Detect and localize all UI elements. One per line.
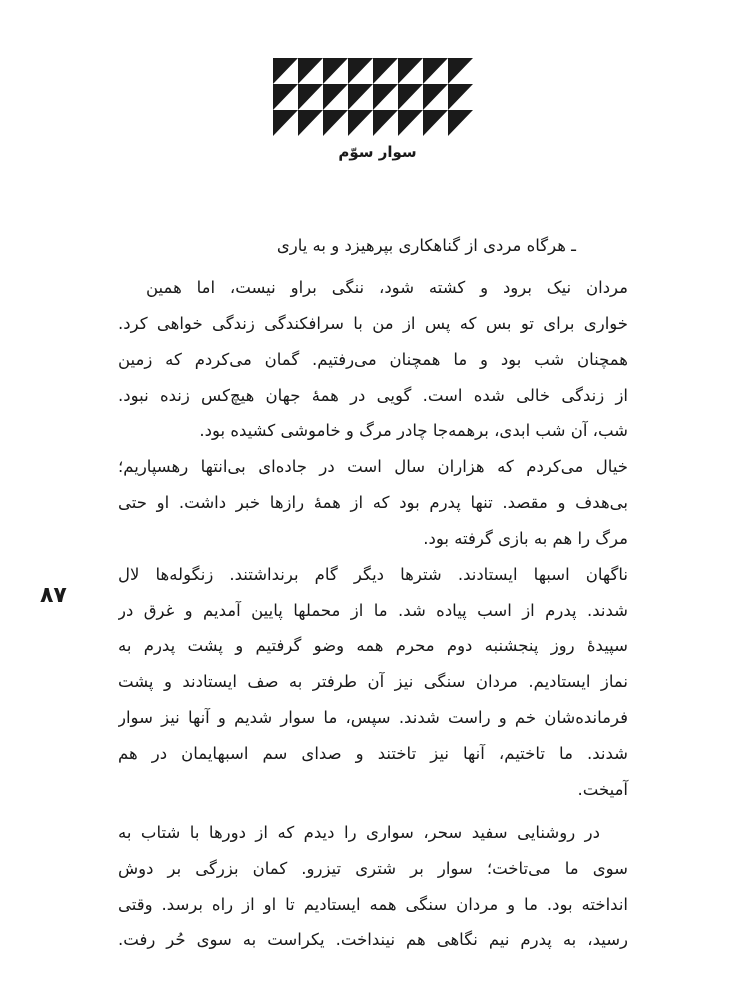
- text-line: رسید، به پدرم نیم نگاهی هم نینداخت. یکراست به سوی حُر رفت.: [118, 930, 628, 949]
- text-line: ـ هرگاه مردی از گناهکاری بپرهیزد و به یاری: [276, 236, 576, 255]
- text-line: آمیخت.: [577, 780, 628, 799]
- body-text: [118, 0, 628, 1000]
- text-line: مردان نیک برود و کشته شود، ننگی براو نیست، اما همین: [146, 278, 628, 297]
- text-line: خواری برای تو بس که پس از من با سرافکندگی زندگی خواهی کرد.: [118, 314, 628, 333]
- text-line: ناگهان اسبها ایستادند. شترها دیگر گام برنداشتند. زنگوله‌ها لال: [118, 565, 628, 584]
- text-line: سوی ما می‌تاخت؛ سوار بر شتری تیزرو. کمان بزرگی بر دوش: [118, 859, 628, 878]
- text-line: در روشنایی سفید سحر، سواری را دیدم که از دورها با شتاب به: [118, 823, 600, 842]
- text-line: انداخته بود. ما و مردان سنگی همه ایستادیم تا او از راه برسد. وقتی: [118, 895, 628, 914]
- text-line: سپیدهٔ روز پنجشنبه دوم محرم همه وضو گرفتیم و پشت پدرم به: [118, 636, 628, 655]
- text-line: شب، آن شب ابدی، برهمه‌جا چادر مرگ و خاموشی کشیده بود.: [199, 421, 628, 440]
- page-number: ۸۷: [40, 583, 67, 608]
- text-line: شدند. ما تاختیم، آنها نیز تاختند و صدای سم اسبهایمان در هم: [118, 744, 628, 763]
- text-line: مرگ را هم به بازی گرفته بود.: [423, 529, 628, 548]
- text-line: خیال می‌کردم که هزاران سال است در جاده‌ای بی‌انتها رهسپاریم؛: [118, 457, 628, 476]
- chapter-title: سوار سوّم: [338, 143, 417, 161]
- text-line: نماز ایستادیم. مردان سنگی نیز آن طرفتر به صف ایستادند و پشت: [118, 672, 628, 691]
- text-line: شدند. پدرم از اسب پیاده شد. ما از محملها پایین آمدیم و غرق در: [118, 601, 628, 620]
- text-line: همچنان شب بود و ما همچنان می‌رفتیم. گمان می‌کردم که زمین: [118, 350, 628, 369]
- text-line: فرمانده‌شان خم و راست شدند. سپس، ما سوار شدیم و آنها نیز سوار: [118, 708, 628, 727]
- text-line: از زندگی خالی شده است. گویی در همهٔ جهان هیچ‌کس زنده نبود.: [118, 386, 628, 405]
- text-line: بی‌هدف و مقصد. تنها پدرم بود که از همهٔ رازها خبر داشت. او حتی: [118, 493, 628, 512]
